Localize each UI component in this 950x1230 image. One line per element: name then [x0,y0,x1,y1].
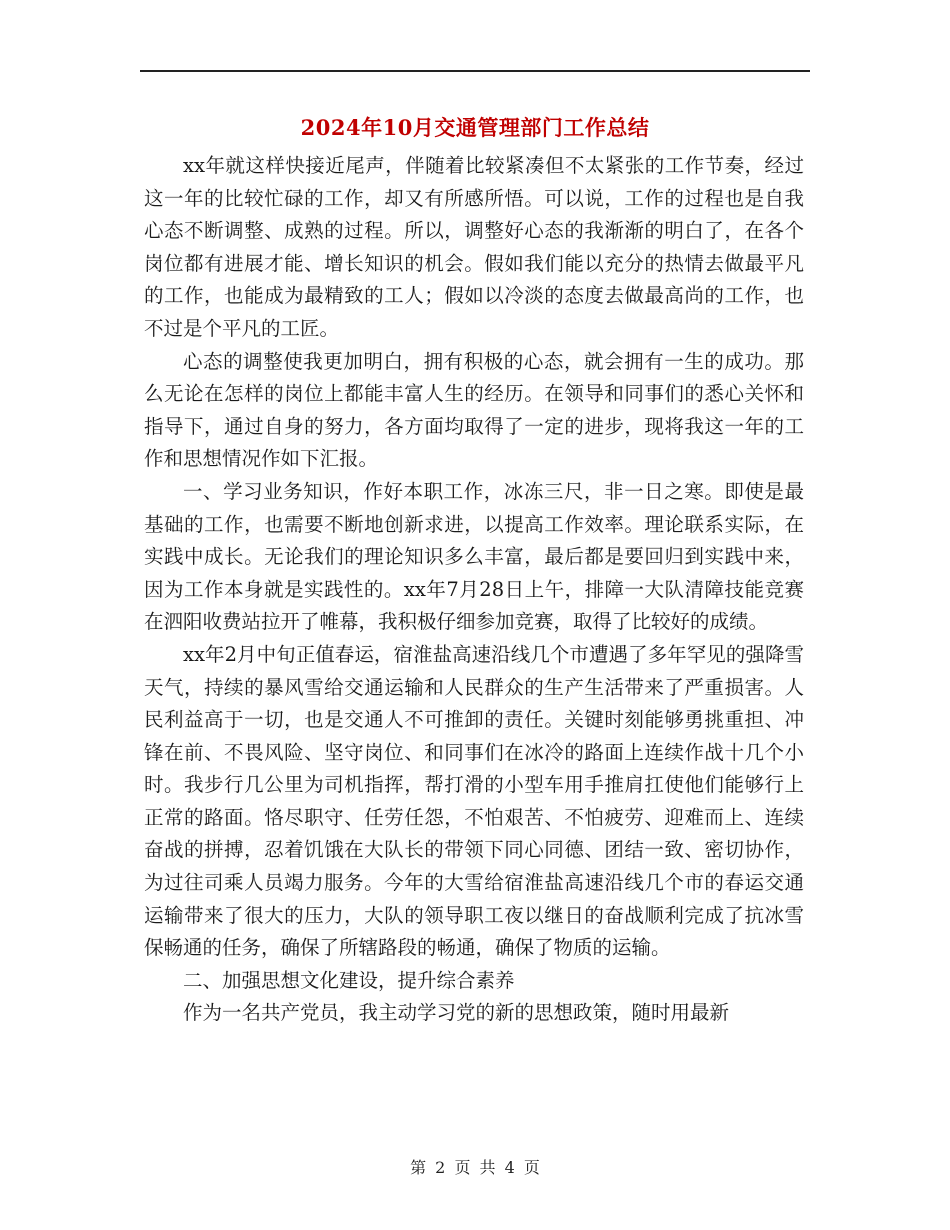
page-footer: 第 2 页 共 4 页 [410,1158,540,1177]
paragraph-5: 作为一名共产党员，我主动学习党的新的思想政策，随时用最新 [183,1001,730,1025]
paragraph-3: 一、学习业务知识，作好本职工作，冰冻三尺，非一日之寒。即使是最基础的工作，也需要不断地创新求进，以提高工作效率。理论联系实际，在实践中成长。无论我们的理论知识多么丰富，最后都是要回归到实践中来，因为工作本身就是实践性的。xx年7月28日上午，排障一大队清障技能竞赛在泗阳收费站拉开了帷幕，我积极仔细参加竞赛，取得了比较好的成绩。 [144,479,804,634]
header-rule [140,70,810,72]
document-title: 2024年10月交通管理部门工作总结 [300,115,650,140]
document-body [144,150,804,1030]
paragraph-4: xx年2月中旬正值春运，宿淮盐高速沿线几个市遭遇了多年罕见的强降雪天气，持续的暴风雪给交通运输和人民群众的生产生活带来了严重损害。人民利益高于一切，也是交通人不可推卸的责任。关键时刻能够勇挑重担、冲锋在前、不畏风险、坚守岗位、和同事们在冰冷的路面上连续作战十几个小时。我步行几公里为司机指挥，帮打滑的小型车用手推肩扛使他们能够行上正常的路面。恪尽职守、任劳任怨，不怕艰苦、不怕疲劳、迎难而上、连续奋战的拼搏，忍着饥饿在大队长的带领下同心同德、团结一致、密切协作，为过往司乘人员竭力服务。今年的大雪给宿淮盐高速沿线几个市的春运交通运输带来了很大的压力，大队的领导职工夜以继日的奋战顺利完成了抗冰雪保畅通的任务，确保了所辖路段的畅通，确保了物质的运输。 [144,642,804,960]
paragraph-1: xx年就这样快接近尾声，伴随着比较紧凑但不太紧张的工作节奏，经过这一年的比较忙碌的工作，却又有所感所悟。可以说，工作的过程也是自我心态不断调整、成熟的过程。所以，调整好心态的我渐渐的明白了，在各个岗位都有进展才能、增长知识的机会。假如我们能以充分的热情去做最平凡的工作，也能成为最精致的工人；假如以冷淡的态度去做最高尚的工作，也不过是个平凡的工匠。 [144,154,804,340]
paragraph-2: 心态的调整使我更加明白，拥有积极的心态，就会拥有一生的成功。那么无论在怎样的岗位上都能丰富人生的经历。在领导和同事们的悉心关怀和指导下，通过自身的努力，各方面均取得了一定的进步，现将我这一年的工作和思想情况作如下汇报。 [144,349,804,471]
section-heading-2: 二、加强思想文化建设，提升综合素养 [183,968,515,992]
